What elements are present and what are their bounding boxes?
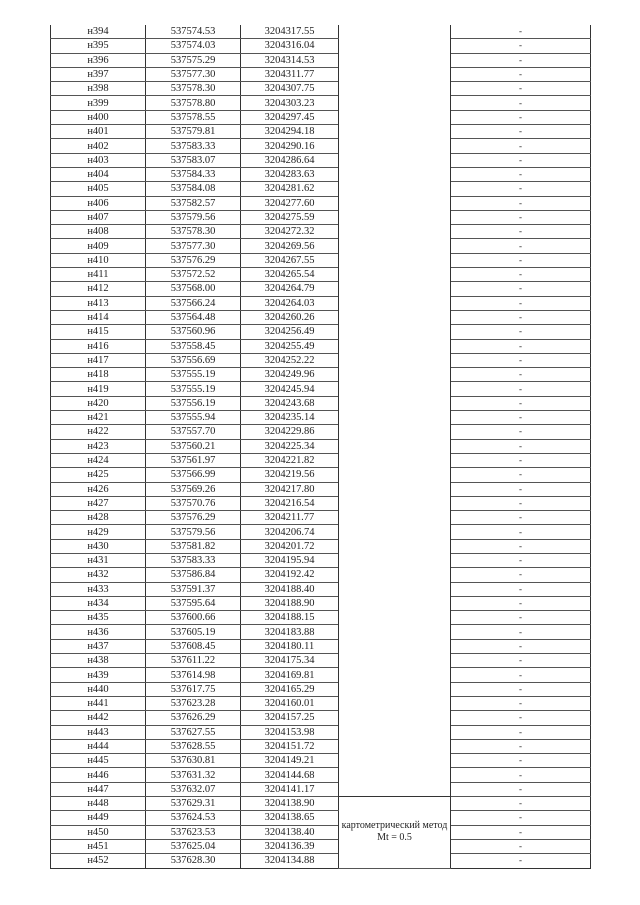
coordinates-table xyxy=(50,25,591,869)
x-coordinate-cell: 537555.19 xyxy=(146,368,241,382)
y-coordinate-cell: 3204264.79 xyxy=(241,282,339,296)
point-name-cell: н406 xyxy=(51,196,146,210)
point-name-cell: н423 xyxy=(51,439,146,453)
accuracy-dash-cell: - xyxy=(451,811,591,825)
point-name-cell: н402 xyxy=(51,139,146,153)
y-coordinate-cell: 3204290.16 xyxy=(241,139,339,153)
accuracy-dash-cell: - xyxy=(451,125,591,139)
accuracy-dash-cell: - xyxy=(451,468,591,482)
table-row xyxy=(51,210,591,224)
y-coordinate-cell: 3204225.34 xyxy=(241,439,339,453)
x-coordinate-cell: 537566.24 xyxy=(146,296,241,310)
table-row xyxy=(51,525,591,539)
y-coordinate-cell: 3204245.94 xyxy=(241,382,339,396)
x-coordinate-cell: 537576.29 xyxy=(146,511,241,525)
accuracy-dash-cell: - xyxy=(451,754,591,768)
table-row xyxy=(51,839,591,853)
x-coordinate-cell: 537579.56 xyxy=(146,525,241,539)
table-row xyxy=(51,239,591,253)
point-name-cell: н424 xyxy=(51,453,146,467)
point-name-cell: н442 xyxy=(51,711,146,725)
x-coordinate-cell: 537574.53 xyxy=(146,25,241,39)
y-coordinate-cell: 3204249.96 xyxy=(241,368,339,382)
point-name-cell: н435 xyxy=(51,611,146,625)
table-row xyxy=(51,582,591,596)
y-coordinate-cell: 3204216.54 xyxy=(241,496,339,510)
accuracy-dash-cell: - xyxy=(451,325,591,339)
x-coordinate-cell: 537576.29 xyxy=(146,253,241,267)
table-row xyxy=(51,511,591,525)
point-name-cell: н437 xyxy=(51,639,146,653)
y-coordinate-cell: 3204311.77 xyxy=(241,67,339,81)
x-coordinate-cell: 537625.04 xyxy=(146,839,241,853)
table-row xyxy=(51,539,591,553)
x-coordinate-cell: 537557.70 xyxy=(146,425,241,439)
point-name-cell: н451 xyxy=(51,839,146,853)
point-name-cell: н449 xyxy=(51,811,146,825)
accuracy-dash-cell: - xyxy=(451,339,591,353)
accuracy-dash-cell: - xyxy=(451,639,591,653)
point-name-cell: н403 xyxy=(51,153,146,167)
y-coordinate-cell: 3204138.65 xyxy=(241,811,339,825)
y-coordinate-cell: 3204314.53 xyxy=(241,53,339,67)
x-coordinate-cell: 537556.19 xyxy=(146,396,241,410)
x-coordinate-cell: 537574.03 xyxy=(146,39,241,53)
table-row xyxy=(51,553,591,567)
accuracy-dash-cell: - xyxy=(451,568,591,582)
y-coordinate-cell: 3204264.03 xyxy=(241,296,339,310)
accuracy-dash-cell: - xyxy=(451,582,591,596)
accuracy-dash-cell: - xyxy=(451,854,591,868)
table-row xyxy=(51,668,591,682)
accuracy-dash-cell: - xyxy=(451,253,591,267)
accuracy-dash-cell: - xyxy=(451,696,591,710)
table-row xyxy=(51,611,591,625)
point-name-cell: н447 xyxy=(51,782,146,796)
y-coordinate-cell: 3204138.40 xyxy=(241,825,339,839)
point-name-cell: н441 xyxy=(51,696,146,710)
x-coordinate-cell: 537578.55 xyxy=(146,110,241,124)
x-coordinate-cell: 537560.21 xyxy=(146,439,241,453)
x-coordinate-cell: 537578.30 xyxy=(146,225,241,239)
point-name-cell: н404 xyxy=(51,167,146,181)
point-name-cell: н436 xyxy=(51,625,146,639)
y-coordinate-cell: 3204272.32 xyxy=(241,225,339,239)
y-coordinate-cell: 3204201.72 xyxy=(241,539,339,553)
accuracy-dash-cell: - xyxy=(451,182,591,196)
accuracy-dash-cell: - xyxy=(451,196,591,210)
x-coordinate-cell: 537566.99 xyxy=(146,468,241,482)
table-row xyxy=(51,797,591,811)
accuracy-dash-cell: - xyxy=(451,82,591,96)
table-row xyxy=(51,425,591,439)
table-row xyxy=(51,125,591,139)
y-coordinate-cell: 3204277.60 xyxy=(241,196,339,210)
accuracy-dash-cell: - xyxy=(451,153,591,167)
accuracy-dash-cell: - xyxy=(451,25,591,39)
accuracy-dash-cell: - xyxy=(451,96,591,110)
x-coordinate-cell: 537570.76 xyxy=(146,496,241,510)
point-name-cell: н438 xyxy=(51,654,146,668)
table-row xyxy=(51,39,591,53)
point-name-cell: н431 xyxy=(51,553,146,567)
table-row xyxy=(51,739,591,753)
accuracy-dash-cell: - xyxy=(451,496,591,510)
y-coordinate-cell: 3204165.29 xyxy=(241,682,339,696)
y-coordinate-cell: 3204169.81 xyxy=(241,668,339,682)
x-coordinate-cell: 537579.81 xyxy=(146,125,241,139)
point-name-cell: н416 xyxy=(51,339,146,353)
x-coordinate-cell: 537575.29 xyxy=(146,53,241,67)
x-coordinate-cell: 537631.32 xyxy=(146,768,241,782)
table-row xyxy=(51,268,591,282)
accuracy-dash-cell: - xyxy=(451,539,591,553)
point-name-cell: н430 xyxy=(51,539,146,553)
x-coordinate-cell: 537617.75 xyxy=(146,682,241,696)
table-row xyxy=(51,110,591,124)
x-coordinate-cell: 537578.30 xyxy=(146,82,241,96)
x-coordinate-cell: 537628.55 xyxy=(146,739,241,753)
x-coordinate-cell: 537624.53 xyxy=(146,811,241,825)
table-row xyxy=(51,696,591,710)
x-coordinate-cell: 537623.53 xyxy=(146,825,241,839)
x-coordinate-cell: 537558.45 xyxy=(146,339,241,353)
y-coordinate-cell: 3204286.64 xyxy=(241,153,339,167)
y-coordinate-cell: 3204283.63 xyxy=(241,167,339,181)
table-row xyxy=(51,25,591,39)
point-name-cell: н421 xyxy=(51,411,146,425)
y-coordinate-cell: 3204157.25 xyxy=(241,711,339,725)
y-coordinate-cell: 3204252.22 xyxy=(241,353,339,367)
x-coordinate-cell: 537627.55 xyxy=(146,725,241,739)
point-name-cell: н429 xyxy=(51,525,146,539)
table-row xyxy=(51,353,591,367)
x-coordinate-cell: 537572.52 xyxy=(146,268,241,282)
point-name-cell: н410 xyxy=(51,253,146,267)
table-row xyxy=(51,368,591,382)
point-name-cell: н452 xyxy=(51,854,146,868)
x-coordinate-cell: 537632.07 xyxy=(146,782,241,796)
accuracy-dash-cell: - xyxy=(451,239,591,253)
table-row xyxy=(51,854,591,868)
point-name-cell: н439 xyxy=(51,668,146,682)
table-row xyxy=(51,754,591,768)
x-coordinate-cell: 537569.26 xyxy=(146,482,241,496)
table-row xyxy=(51,625,591,639)
accuracy-dash-cell: - xyxy=(451,654,591,668)
y-coordinate-cell: 3204235.14 xyxy=(241,411,339,425)
x-coordinate-cell: 537630.81 xyxy=(146,754,241,768)
point-name-cell: н399 xyxy=(51,96,146,110)
x-coordinate-cell: 537577.30 xyxy=(146,239,241,253)
y-coordinate-cell: 3204138.90 xyxy=(241,797,339,811)
point-name-cell: н397 xyxy=(51,67,146,81)
table-row xyxy=(51,768,591,782)
accuracy-dash-cell: - xyxy=(451,353,591,367)
x-coordinate-cell: 537595.64 xyxy=(146,596,241,610)
table-row xyxy=(51,682,591,696)
y-coordinate-cell: 3204175.34 xyxy=(241,654,339,668)
y-coordinate-cell: 3204303.23 xyxy=(241,96,339,110)
y-coordinate-cell: 3204134.88 xyxy=(241,854,339,868)
point-name-cell: н398 xyxy=(51,82,146,96)
y-coordinate-cell: 3204160.01 xyxy=(241,696,339,710)
y-coordinate-cell: 3204151.72 xyxy=(241,739,339,753)
point-name-cell: н407 xyxy=(51,210,146,224)
point-name-cell: н440 xyxy=(51,682,146,696)
accuracy-dash-cell: - xyxy=(451,139,591,153)
accuracy-dash-cell: - xyxy=(451,682,591,696)
x-coordinate-cell: 537600.66 xyxy=(146,611,241,625)
y-coordinate-cell: 3204297.45 xyxy=(241,110,339,124)
point-name-cell: н427 xyxy=(51,496,146,510)
y-coordinate-cell: 3204281.62 xyxy=(241,182,339,196)
point-name-cell: н409 xyxy=(51,239,146,253)
y-coordinate-cell: 3204267.55 xyxy=(241,253,339,267)
table-row xyxy=(51,153,591,167)
x-coordinate-cell: 537605.19 xyxy=(146,625,241,639)
point-name-cell: н412 xyxy=(51,282,146,296)
table-row xyxy=(51,453,591,467)
table-row xyxy=(51,67,591,81)
accuracy-dash-cell: - xyxy=(451,268,591,282)
point-name-cell: н417 xyxy=(51,353,146,367)
accuracy-dash-cell: - xyxy=(451,210,591,224)
x-coordinate-cell: 537583.07 xyxy=(146,153,241,167)
x-coordinate-cell: 537626.29 xyxy=(146,711,241,725)
table-row xyxy=(51,339,591,353)
y-coordinate-cell: 3204183.88 xyxy=(241,625,339,639)
table-row xyxy=(51,139,591,153)
y-coordinate-cell: 3204149.21 xyxy=(241,754,339,768)
accuracy-dash-cell: - xyxy=(451,439,591,453)
table-row xyxy=(51,496,591,510)
accuracy-dash-cell: - xyxy=(451,296,591,310)
table-row xyxy=(51,96,591,110)
accuracy-dash-cell: - xyxy=(451,382,591,396)
accuracy-dash-cell: - xyxy=(451,625,591,639)
x-coordinate-cell: 537579.56 xyxy=(146,210,241,224)
point-name-cell: н422 xyxy=(51,425,146,439)
point-name-cell: н411 xyxy=(51,268,146,282)
y-coordinate-cell: 3204188.40 xyxy=(241,582,339,596)
y-coordinate-cell: 3204144.68 xyxy=(241,768,339,782)
y-coordinate-cell: 3204243.68 xyxy=(241,396,339,410)
x-coordinate-cell: 537614.98 xyxy=(146,668,241,682)
point-name-cell: н418 xyxy=(51,368,146,382)
accuracy-dash-cell: - xyxy=(451,782,591,796)
y-coordinate-cell: 3204256.49 xyxy=(241,325,339,339)
x-coordinate-cell: 537608.45 xyxy=(146,639,241,653)
table-row xyxy=(51,782,591,796)
y-coordinate-cell: 3204217.80 xyxy=(241,482,339,496)
y-coordinate-cell: 3204219.56 xyxy=(241,468,339,482)
point-name-cell: н415 xyxy=(51,325,146,339)
method-note-cell: картометрический метод Mt = 0.5 xyxy=(339,797,451,868)
point-name-cell: н420 xyxy=(51,396,146,410)
accuracy-dash-cell: - xyxy=(451,797,591,811)
x-coordinate-cell: 537556.69 xyxy=(146,353,241,367)
y-coordinate-cell: 3204316.04 xyxy=(241,39,339,53)
point-name-cell: н446 xyxy=(51,768,146,782)
table-row xyxy=(51,725,591,739)
point-name-cell: н445 xyxy=(51,754,146,768)
y-coordinate-cell: 3204192.42 xyxy=(241,568,339,582)
accuracy-dash-cell: - xyxy=(451,67,591,81)
accuracy-dash-cell: - xyxy=(451,839,591,853)
y-coordinate-cell: 3204188.90 xyxy=(241,596,339,610)
accuracy-dash-cell: - xyxy=(451,482,591,496)
x-coordinate-cell: 537583.33 xyxy=(146,553,241,567)
x-coordinate-cell: 537555.94 xyxy=(146,411,241,425)
accuracy-dash-cell: - xyxy=(451,225,591,239)
method-cell-empty xyxy=(339,25,451,797)
x-coordinate-cell: 537583.33 xyxy=(146,139,241,153)
accuracy-dash-cell: - xyxy=(451,425,591,439)
table-row xyxy=(51,811,591,825)
accuracy-dash-cell: - xyxy=(451,596,591,610)
point-name-cell: н434 xyxy=(51,596,146,610)
x-coordinate-cell: 537577.30 xyxy=(146,67,241,81)
x-coordinate-cell: 537568.00 xyxy=(146,282,241,296)
accuracy-dash-cell: - xyxy=(451,825,591,839)
point-name-cell: н396 xyxy=(51,53,146,67)
accuracy-dash-cell: - xyxy=(451,768,591,782)
accuracy-dash-cell: - xyxy=(451,411,591,425)
y-coordinate-cell: 3204255.49 xyxy=(241,339,339,353)
table-row xyxy=(51,225,591,239)
table-row xyxy=(51,396,591,410)
point-name-cell: н425 xyxy=(51,468,146,482)
accuracy-dash-cell: - xyxy=(451,725,591,739)
accuracy-dash-cell: - xyxy=(451,668,591,682)
x-coordinate-cell: 537584.33 xyxy=(146,167,241,181)
point-name-cell: н428 xyxy=(51,511,146,525)
accuracy-dash-cell: - xyxy=(451,396,591,410)
accuracy-dash-cell: - xyxy=(451,739,591,753)
point-name-cell: н432 xyxy=(51,568,146,582)
table-row xyxy=(51,382,591,396)
y-coordinate-cell: 3204269.56 xyxy=(241,239,339,253)
point-name-cell: н443 xyxy=(51,725,146,739)
table-row xyxy=(51,411,591,425)
accuracy-dash-cell: - xyxy=(451,553,591,567)
table-row xyxy=(51,468,591,482)
y-coordinate-cell: 3204275.59 xyxy=(241,210,339,224)
y-coordinate-cell: 3204307.75 xyxy=(241,82,339,96)
table-row xyxy=(51,82,591,96)
accuracy-dash-cell: - xyxy=(451,525,591,539)
table-row xyxy=(51,282,591,296)
accuracy-dash-cell: - xyxy=(451,282,591,296)
x-coordinate-cell: 537628.30 xyxy=(146,854,241,868)
table-row xyxy=(51,568,591,582)
y-coordinate-cell: 3204221.82 xyxy=(241,453,339,467)
accuracy-dash-cell: - xyxy=(451,511,591,525)
x-coordinate-cell: 537561.97 xyxy=(146,453,241,467)
table-row xyxy=(51,482,591,496)
table-row xyxy=(51,182,591,196)
x-coordinate-cell: 537578.80 xyxy=(146,96,241,110)
x-coordinate-cell: 537582.57 xyxy=(146,196,241,210)
table-row xyxy=(51,253,591,267)
point-name-cell: н401 xyxy=(51,125,146,139)
point-name-cell: н450 xyxy=(51,825,146,839)
y-coordinate-cell: 3204195.94 xyxy=(241,553,339,567)
table-row xyxy=(51,596,591,610)
point-name-cell: н408 xyxy=(51,225,146,239)
table-row xyxy=(51,167,591,181)
y-coordinate-cell: 3204211.77 xyxy=(241,511,339,525)
y-coordinate-cell: 3204141.17 xyxy=(241,782,339,796)
x-coordinate-cell: 537581.82 xyxy=(146,539,241,553)
x-coordinate-cell: 537564.48 xyxy=(146,310,241,324)
table-row xyxy=(51,325,591,339)
accuracy-dash-cell: - xyxy=(451,310,591,324)
y-coordinate-cell: 3204188.15 xyxy=(241,611,339,625)
point-name-cell: н395 xyxy=(51,39,146,53)
x-coordinate-cell: 537591.37 xyxy=(146,582,241,596)
table-row xyxy=(51,711,591,725)
table-row xyxy=(51,825,591,839)
y-coordinate-cell: 3204265.54 xyxy=(241,268,339,282)
point-name-cell: н426 xyxy=(51,482,146,496)
x-coordinate-cell: 537560.96 xyxy=(146,325,241,339)
point-name-cell: н448 xyxy=(51,797,146,811)
table-row xyxy=(51,53,591,67)
point-name-cell: н414 xyxy=(51,310,146,324)
accuracy-dash-cell: - xyxy=(451,711,591,725)
accuracy-dash-cell: - xyxy=(451,368,591,382)
accuracy-dash-cell: - xyxy=(451,110,591,124)
y-coordinate-cell: 3204317.55 xyxy=(241,25,339,39)
x-coordinate-cell: 537611.22 xyxy=(146,654,241,668)
accuracy-dash-cell: - xyxy=(451,167,591,181)
table-row xyxy=(51,296,591,310)
y-coordinate-cell: 3204153.98 xyxy=(241,725,339,739)
y-coordinate-cell: 3204180.11 xyxy=(241,639,339,653)
x-coordinate-cell: 537555.19 xyxy=(146,382,241,396)
point-name-cell: н419 xyxy=(51,382,146,396)
point-name-cell: н433 xyxy=(51,582,146,596)
y-coordinate-cell: 3204260.26 xyxy=(241,310,339,324)
x-coordinate-cell: 537623.28 xyxy=(146,696,241,710)
point-name-cell: н405 xyxy=(51,182,146,196)
point-name-cell: н444 xyxy=(51,739,146,753)
table-row xyxy=(51,654,591,668)
y-coordinate-cell: 3204294.18 xyxy=(241,125,339,139)
accuracy-dash-cell: - xyxy=(451,611,591,625)
point-name-cell: н394 xyxy=(51,25,146,39)
y-coordinate-cell: 3204206.74 xyxy=(241,525,339,539)
table-row xyxy=(51,310,591,324)
point-name-cell: н400 xyxy=(51,110,146,124)
accuracy-dash-cell: - xyxy=(451,39,591,53)
table-row xyxy=(51,639,591,653)
x-coordinate-cell: 537586.84 xyxy=(146,568,241,582)
x-coordinate-cell: 537584.08 xyxy=(146,182,241,196)
table-row xyxy=(51,196,591,210)
point-name-cell: н413 xyxy=(51,296,146,310)
accuracy-dash-cell: - xyxy=(451,453,591,467)
y-coordinate-cell: 3204136.39 xyxy=(241,839,339,853)
x-coordinate-cell: 537629.31 xyxy=(146,797,241,811)
table-row xyxy=(51,439,591,453)
y-coordinate-cell: 3204229.86 xyxy=(241,425,339,439)
accuracy-dash-cell: - xyxy=(451,53,591,67)
